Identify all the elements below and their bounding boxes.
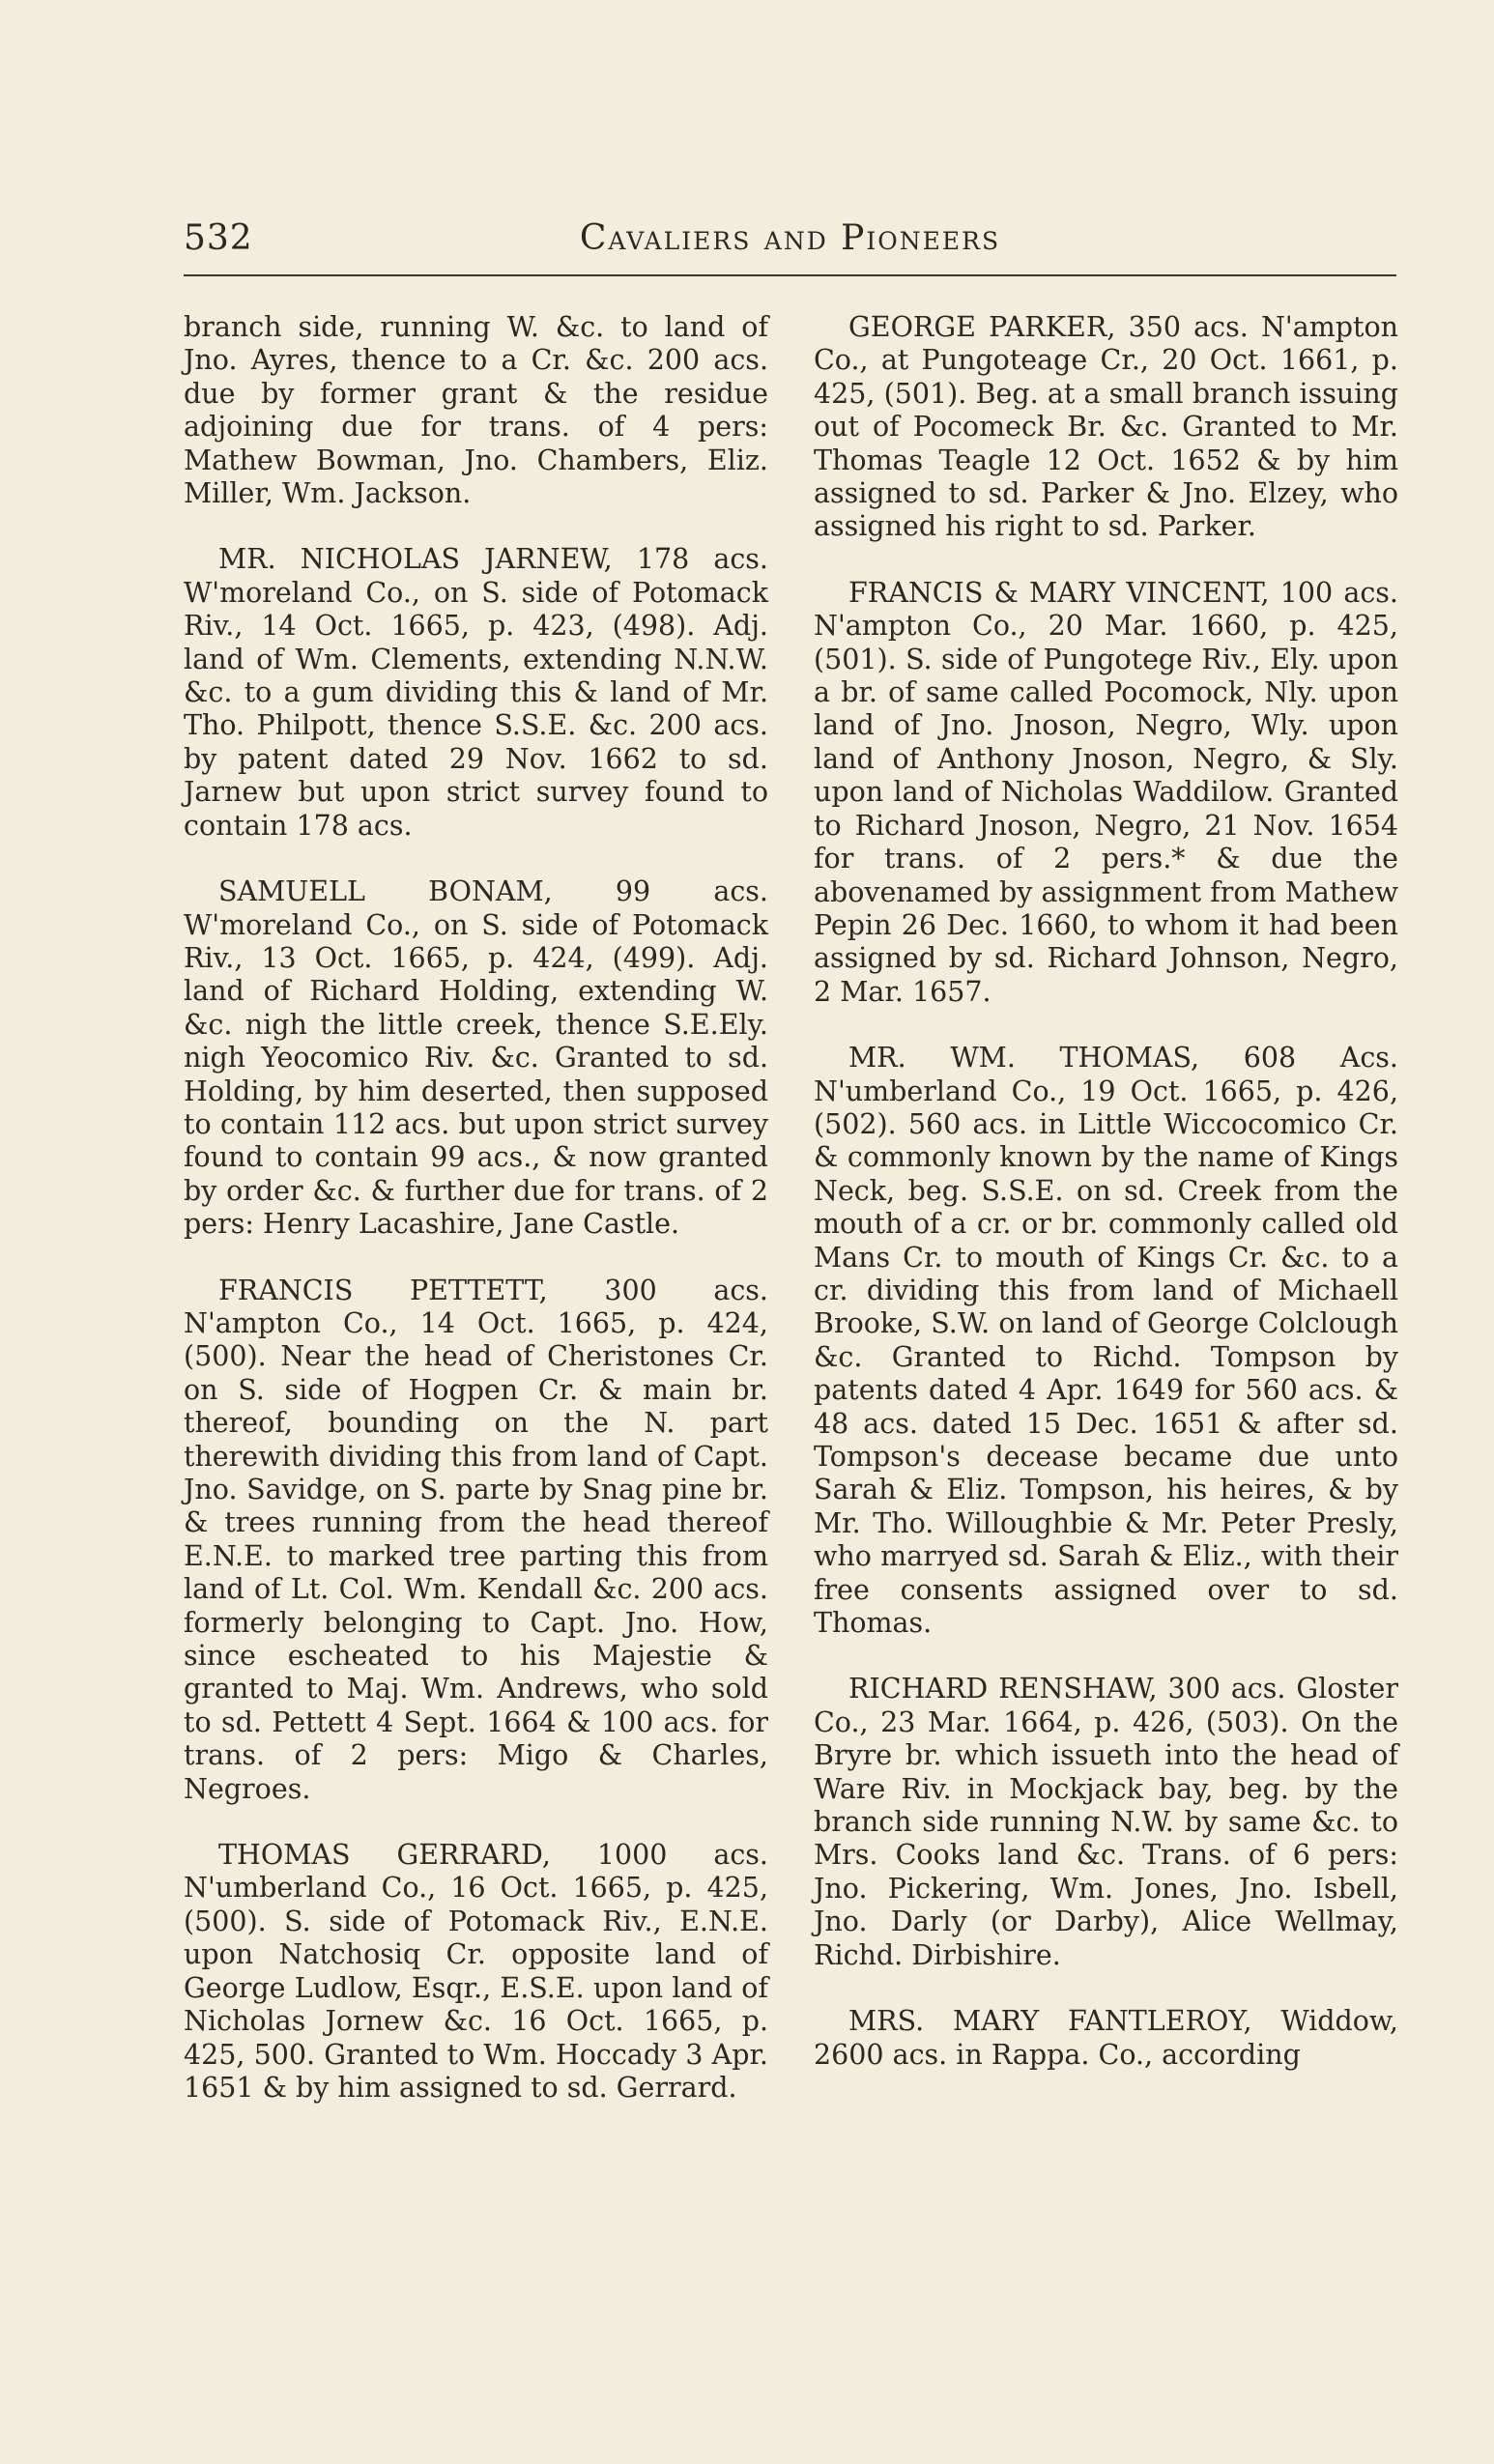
entry-francis-pettett: FRANCIS PETTETT, 300 acs. N'ampton Co., 14 Oct. 1665, p. 424, (500). Near the head of Cheristones Cr. on S. side of Hogpen Cr. & main br. thereof, bounding on the N. part therewith dividing this from land of Capt. Jno. Savidge, on S. parte by Snag pine br. & trees running from the head thereof E.N.E. to marked tree parting this from land of Lt. Col. Wm. Kendall &c. 200 acs. formerly belonging to Capt. Jno. How, since escheated to his Majestie & granted to Maj. Wm. Andrews, who sold to sd. Pettett 4 Sept. 1664 & 100 acs. for trans. of 2 pers: Migo & Charles, Negroes. [184,1274,768,1805]
header-rule [184,274,1396,276]
entry-samuell-bonam: SAMUELL BONAM, 99 acs. W'moreland Co., on S. side of Potomack Riv., 13 Oct. 1665, p. 424, (499). Adj. land of Richard Holding, extending W. &c. nigh the little creek, thence S.E.Ely. nigh Yeocomico Riv. &c. Granted to sd. Holding, by him deserted, then supposed to contain 112 acs. but upon strict survey found to contain 99 acs., & now granted by order &c. & further due for trans. of 2 pers: Henry Lacashire, Jane Castle. [184,875,768,1241]
entry-wm-thomas: MR. WM. THOMAS, 608 Acs. N'umberland Co., 19 Oct. 1665, p. 426, (502). 560 acs. in Little Wiccocomico Cr. & commonly known by the name of Kings Neck, beg. S.S.E. on sd. Creek from the mouth of a cr. or br. commonly called old Mans Cr. to mouth of Kings Cr. &c. to a cr. dividing this from land of Michaell Brooke, S.W. on land of George Colclough &c. Granted to Richd. Tompson by patents dated 4 Apr. 1649 for 560 acs. & 48 acs. dated 15 Dec. 1651 & after sd. Tompson's decease became due unto Sarah & Eliz. Tompson, his heires, & by Mr. Tho. Willoughbie & Mr. Peter Presly, who marryed sd. Sarah & Eliz., with their free consents assigned over to sd. Thomas. [814,1042,1398,1640]
left-column [184,311,768,2137]
entry-continuation: branch side, running W. &c. to land of Jno. Ayres, thence to a Cr. &c. 200 acs. due by former grant & the residue adjoining due for trans. of 4 pers: Mathew Bowman, Jno. Chambers, Eliz. Miller, Wm. Jackson. [184,311,768,510]
entry-francis-mary-vincent: FRANCIS & MARY VINCENT, 100 acs. N'ampton Co., 20 Mar. 1660, p. 425, (501). S. side of Pungotege Riv., Ely. upon a br. of same called Pocomock, Nly. upon land of Jno. Jnoson, Negro, Wly. upon land of Anthony Jnoson, Negro, & Sly. upon land of Nicholas Waddilow. Granted to Richard Jnoson, Negro, 21 Nov. 1654 for trans. of 2 pers.* & due the abovenamed by assignment from Mathew Pepin 26 Dec. 1660, to whom it had been assigned by sd. Richard Johnson, Negro, 2 Mar. 1657. [814,576,1398,1008]
entry-george-parker: GEORGE PARKER, 350 acs. N'ampton Co., at Pungoteage Cr., 20 Oct. 1661, p. 425, (501). Beg. at a small branch issuing out of Pocomeck Br. &c. Granted to Mr. Thomas Teagle 12 Oct. 1652 & by him assigned to sd. Parker & Jno. Elzey, who assigned his right to sd. Parker. [814,311,1398,543]
entry-thomas-gerrard: THOMAS GERRARD, 1000 acs. N'umberland Co., 16 Oct. 1665, p. 425, (500). S. side of Potomack Riv., E.N.E. upon Natchosiq Cr. opposite land of George Ludlow, Esqr., E.S.E. upon land of Nicholas Jornew &c. 16 Oct. 1665, p. 425, 500. Granted to Wm. Hoccady 3 Apr. 1651 & by him assigned to sd. Gerrard. [184,1839,768,2104]
running-head: Cavaliers and Pioneers [579,218,1001,258]
right-column [814,311,1398,2105]
entry-richard-renshaw: RICHARD RENSHAW, 300 acs. Gloster Co., 23 Mar. 1664, p. 426, (503). On the Bryre br. which issueth into the head of Ware Riv. in Mockjack bay, beg. by the branch side running N.W. by same &c. to Mrs. Cooks land &c. Trans. of 6 pers: Jno. Pickering, Wm. Jones, Jno. Isbell, Jno. Darly (or Darby), Alice Wellmay, Richd. Dirbishire. [814,1673,1398,1971]
entry-mary-fantleroy: MRS. MARY FANTLEROY, Widdow, 2600 acs. in Rappa. Co., according [814,2005,1398,2071]
entry-nicholas-jarnew: MR. NICHOLAS JARNEW, 178 acs. W'moreland Co., on S. side of Potomack Riv., 14 Oct. 1665, p. 423, (498). Adj. land of Wm. Clements, extending N.N.W. &c. to a gum dividing this & land of Mr. Tho. Philpott, thence S.S.E. &c. 200 acs. by patent dated 29 Nov. 1662 to sd. Jarnew but upon strict survey found to contain 178 acs. [184,543,768,842]
page-number: 532 [184,218,253,258]
